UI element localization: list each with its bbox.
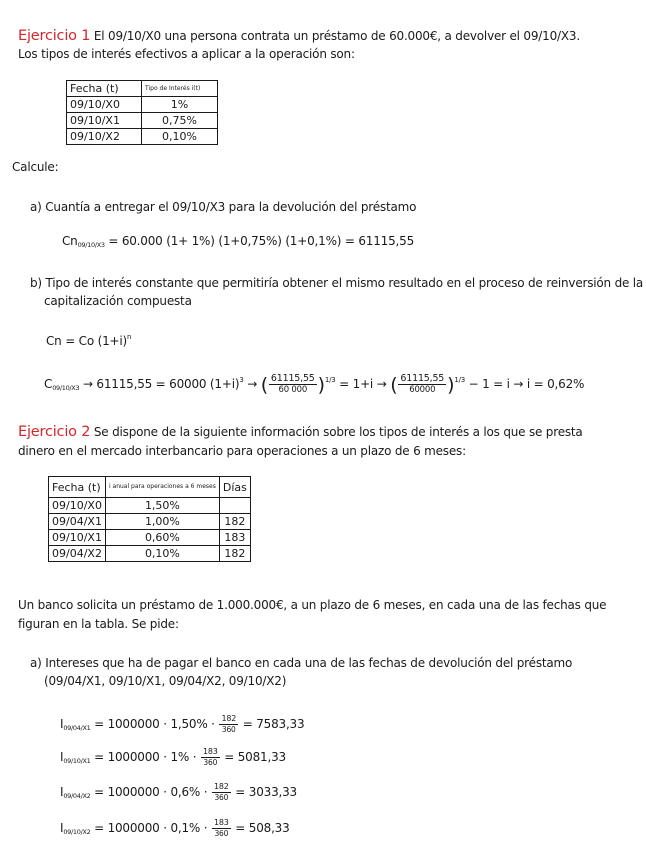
ex2-paragraph: Un banco solicita un préstamo de 1.000.000€, a un plazo de 6 meses, en cada una de las fechas que xyxy=(18,598,607,612)
cell-tipo: 1,50% xyxy=(105,498,219,514)
interest-result: = 7583,33 xyxy=(242,717,305,731)
ratio-fraction xyxy=(269,374,317,395)
interest-result: = 3033,33 xyxy=(235,785,297,799)
fraction-numerator: 61115,55 xyxy=(270,373,315,384)
cell-fecha: 09/10/X1 xyxy=(49,530,106,546)
cell-dias: 182 xyxy=(219,546,250,562)
fraction-denominator: 360 xyxy=(203,758,218,767)
fraction-denominator: 60000 xyxy=(409,385,436,395)
cell-tipo: 0,10% xyxy=(142,129,218,145)
ratio-fraction-2 xyxy=(398,374,446,395)
interest-symbol: I xyxy=(60,785,64,799)
ex2-rates-table xyxy=(48,476,251,562)
fraction-numerator: 183 xyxy=(202,747,218,756)
fraction-numerator: 61115,55 xyxy=(400,373,445,384)
fraction-numerator: 182 xyxy=(221,714,237,723)
table-row xyxy=(67,97,218,113)
ex2-question-a-dates: (09/04/X1, 09/10/X1, 09/04/X2, 09/10/X2) xyxy=(44,674,287,688)
cell-tipo: 0,60% xyxy=(105,530,219,546)
cell-fecha: 09/10/X1 xyxy=(67,113,142,129)
table-row xyxy=(49,498,251,514)
table-row xyxy=(49,530,251,546)
compound-formula: Cn = Co (1+i) xyxy=(46,334,127,348)
cell-dias: 182 xyxy=(219,514,250,530)
arrow: → xyxy=(247,377,258,391)
header-dias: Días xyxy=(219,477,250,498)
third-root-exponent: 1/3 xyxy=(454,376,466,384)
ex1-question-a: a) Cuantía a entregar el 09/10/X3 para la devolución del préstamo xyxy=(30,200,417,214)
days-fraction xyxy=(219,714,238,735)
table-row xyxy=(67,129,218,145)
ex2-paragraph-cont: figuran en la tabla. Se pide: xyxy=(18,617,179,631)
cell-fecha: 09/04/X2 xyxy=(49,546,106,562)
table-row xyxy=(49,546,251,562)
interest-subscript: 09/04/X2 xyxy=(63,792,91,800)
ex1-answer-b: $C_{09/10/X3} \to 61115,55 = 60000$ $(1+i)^3$ → ( $\frac{61115,55}{60 000}$ )$^{1/3}$ = 1+i → ( $\frac{61115,55}{60000}$ )$^{1/3}$ − 1 = i → i = 0,62% xyxy=(44,373,585,396)
interest-symbol: I xyxy=(60,821,64,835)
arrow: → xyxy=(376,377,387,391)
days-fraction xyxy=(201,747,220,768)
formula-exponent: n xyxy=(127,333,132,341)
interest-expression: = 1000000 · 0,1% · xyxy=(94,821,208,835)
c-symbol: C xyxy=(44,377,53,391)
ex2-question-a: a) Intereses que ha de pagar el banco en cada una de las fechas de devolución del préstamo xyxy=(30,656,573,670)
ex1-question-b: b) Tipo de interés constante que permitiría obtener el mismo resultado en el proceso de reinversión de la xyxy=(30,276,644,290)
cell-tipo: 0,75% xyxy=(142,113,218,129)
interest-expression: = 1000000 · 0,6% · xyxy=(94,785,208,799)
ex1-title: Ejercicio 1 xyxy=(18,28,91,44)
interest-calc-row xyxy=(60,713,304,739)
ex2-intro2: dinero en el mercado interbancario para operaciones a un plazo de 6 meses: xyxy=(18,444,466,458)
fraction-denominator: 60 000 xyxy=(278,385,308,395)
header-fecha: Fecha (t) xyxy=(49,477,106,498)
fraction-numerator: 182 xyxy=(214,782,229,791)
ex2-title: Ejercicio 2 xyxy=(18,424,91,440)
interest-subscript: 09/10/X1 xyxy=(63,757,91,765)
cell-fecha: 09/10/X0 xyxy=(49,498,106,514)
header-tipo: Tipo de Interés i(t) xyxy=(142,81,218,97)
ex1-rates-table xyxy=(66,80,218,145)
days-fraction xyxy=(212,818,231,839)
cell-tipo: 1% xyxy=(142,97,218,113)
fraction-denominator: 360 xyxy=(221,725,236,734)
c-subscript: 09/10/X3 xyxy=(52,384,80,392)
interest-subscript: 09/04/X1 xyxy=(63,724,91,732)
answer-b-part2: = 1+i xyxy=(339,377,374,391)
interest-result: = 508,33 xyxy=(235,821,290,835)
fraction-numerator: 183 xyxy=(214,818,229,827)
answer-b-result: → i = 0,62% xyxy=(513,377,585,391)
ex2-intro: Se dispone de la siguiente información sobre los tipos de interés a los que se presta xyxy=(93,425,583,439)
cell-tipo: 0,10% xyxy=(105,546,219,562)
cell-dias: 183 xyxy=(219,530,250,546)
table-row xyxy=(49,514,251,530)
cn-symbol: Cn xyxy=(62,234,78,248)
ex1-answer-a xyxy=(62,234,414,253)
ex1-question-b-cont: capitalización compuesta xyxy=(44,294,192,308)
ex2-intro-line xyxy=(18,425,583,440)
header-fecha: Fecha (t) xyxy=(67,81,142,97)
ex1-intro2: Los tipos de interés efectivos a aplicar a la operación son: xyxy=(18,47,355,61)
ex1-formula xyxy=(46,330,131,349)
fraction-denominator: 360 xyxy=(214,829,229,838)
ex1-calcule: Calcule: xyxy=(12,160,59,174)
cell-fecha: 09/10/X0 xyxy=(67,97,142,113)
interest-calc-row xyxy=(60,817,290,843)
cell-fecha: 09/10/X2 xyxy=(67,129,142,145)
interest-expression: = 1000000 · 1% · xyxy=(94,750,197,764)
interest-result: = 5081,33 xyxy=(224,750,286,764)
cell-dias xyxy=(219,498,250,514)
interest-symbol: I xyxy=(60,717,64,731)
fraction-denominator: 360 xyxy=(214,793,229,802)
answer-b-part1: → 61115,55 = 60000 (1+i) xyxy=(82,377,240,391)
third-root-exponent: 1/3 xyxy=(324,376,336,384)
interest-symbol: I xyxy=(60,750,64,764)
table-header-row xyxy=(67,81,218,97)
answer-b-part3: − 1 = i xyxy=(468,377,510,391)
interest-expression: = 1000000 · 1,50% · xyxy=(94,717,215,731)
ex1-intro-line xyxy=(18,29,580,44)
table-row xyxy=(67,113,218,129)
cell-tipo: 1,00% xyxy=(105,514,219,530)
interest-calc-row xyxy=(60,781,297,807)
ex1-intro: El 09/10/X0 una persona contrata un préstamo de 60.000€, a devolver el 09/10/X3. xyxy=(93,29,580,43)
days-fraction xyxy=(212,782,231,803)
cn-subscript: 09/10/X3 xyxy=(77,241,105,249)
table-header-row xyxy=(49,477,251,498)
interest-calc-row xyxy=(60,746,286,772)
cell-fecha: 09/04/X1 xyxy=(49,514,106,530)
interest-subscript: 09/10/X2 xyxy=(63,828,91,836)
cube-exponent: 3 xyxy=(239,376,244,384)
header-tipo: i anual para operaciones a 6 meses xyxy=(105,477,219,498)
answer-a-expression: = 60.000 (1+ 1%) (1+0,75%) (1+0,1%) = 61115,55 xyxy=(108,234,415,248)
